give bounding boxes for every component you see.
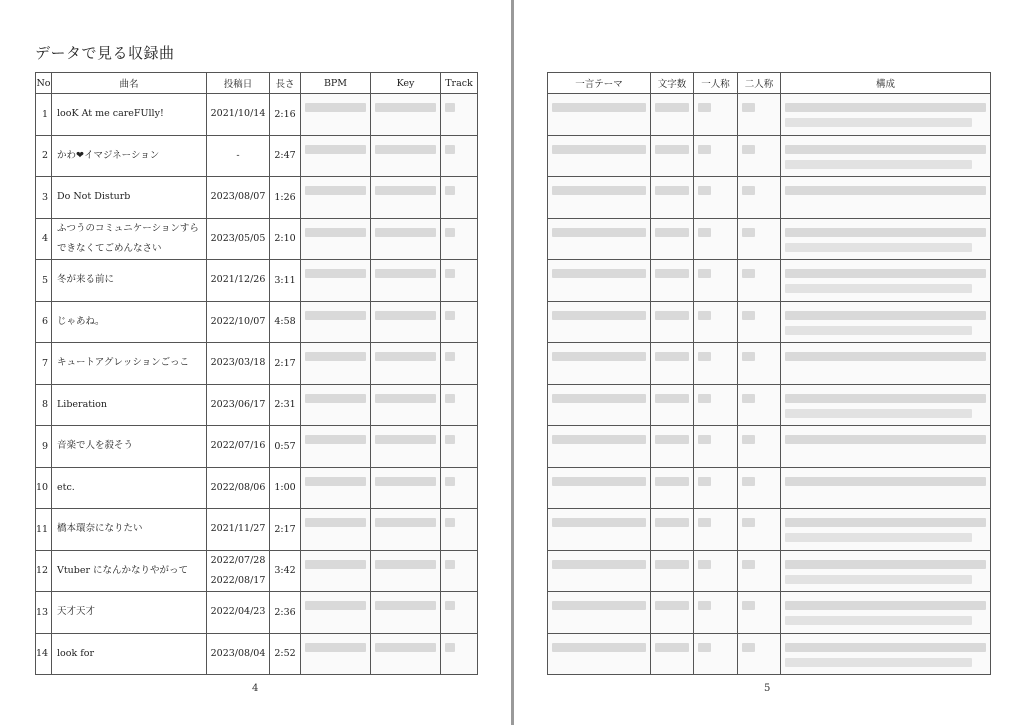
page-number: 5 bbox=[764, 683, 771, 694]
song-length: 0:57 bbox=[270, 426, 301, 468]
post-date-line: 2022/08/06 bbox=[210, 481, 266, 493]
row-number: 12 bbox=[36, 550, 52, 592]
post-date-line: 2022/04/23 bbox=[210, 606, 266, 618]
song-length: 2:17 bbox=[270, 509, 301, 551]
post-date bbox=[207, 260, 270, 302]
post-date-line: 2022/07/16 bbox=[210, 440, 266, 452]
table-row bbox=[36, 550, 478, 592]
redacted-bpm-cell bbox=[301, 218, 371, 260]
redacted-theme-cell bbox=[548, 177, 651, 219]
redacted-key-cell bbox=[371, 260, 441, 302]
redacted-theme-cell bbox=[548, 260, 651, 302]
redacted-first-person-cell bbox=[694, 592, 738, 634]
redacted-char-count-cell bbox=[651, 509, 694, 551]
redacted-theme-cell bbox=[548, 426, 651, 468]
column-header-first-person: 一人称 bbox=[694, 73, 738, 94]
song-title-line: 音楽で人を殺そう bbox=[57, 440, 134, 452]
redacted-theme-cell bbox=[548, 467, 651, 509]
page-number: 4 bbox=[252, 683, 259, 694]
post-date bbox=[207, 135, 270, 177]
redacted-first-person-cell bbox=[694, 509, 738, 551]
redacted-track-cell bbox=[441, 509, 478, 551]
table-row bbox=[36, 467, 478, 509]
redacted-second-person-cell bbox=[738, 384, 781, 426]
redacted-bpm-cell bbox=[301, 550, 371, 592]
song-title bbox=[52, 218, 207, 260]
column-header-theme: 一言テーマ bbox=[548, 73, 651, 94]
table-row bbox=[548, 218, 991, 260]
row-number: 10 bbox=[36, 467, 52, 509]
song-title-line: 橋本環奈になりたい bbox=[57, 523, 143, 535]
song-title bbox=[52, 509, 207, 551]
post-date-line: 2023/03/18 bbox=[210, 357, 266, 369]
row-number: 11 bbox=[36, 509, 52, 551]
song-title bbox=[52, 467, 207, 509]
song-length: 2:16 bbox=[270, 94, 301, 136]
post-date bbox=[207, 426, 270, 468]
redacted-track-cell bbox=[441, 177, 478, 219]
row-number: 4 bbox=[36, 218, 52, 260]
post-date-line: 2021/11/27 bbox=[210, 523, 266, 535]
song-title-line: 天才天才 bbox=[57, 606, 96, 618]
redacted-first-person-cell bbox=[694, 467, 738, 509]
redacted-second-person-cell bbox=[738, 177, 781, 219]
table-header-row bbox=[36, 73, 478, 94]
redacted-key-cell bbox=[371, 135, 441, 177]
table-row bbox=[36, 218, 478, 260]
redacted-structure-cell bbox=[781, 135, 991, 177]
redacted-structure-cell bbox=[781, 343, 991, 385]
song-title-line: ふつうのコミュニケーションすら bbox=[57, 222, 199, 234]
redacted-key-cell bbox=[371, 343, 441, 385]
redacted-first-person-cell bbox=[694, 301, 738, 343]
table-row bbox=[548, 550, 991, 592]
row-number: 13 bbox=[36, 592, 52, 634]
redacted-char-count-cell bbox=[651, 218, 694, 260]
song-title bbox=[52, 177, 207, 219]
redacted-track-cell bbox=[441, 343, 478, 385]
song-length: 2:47 bbox=[270, 135, 301, 177]
post-date bbox=[207, 94, 270, 136]
redacted-bpm-cell bbox=[301, 633, 371, 675]
redacted-structure-cell bbox=[781, 384, 991, 426]
row-number: 6 bbox=[36, 301, 52, 343]
post-date bbox=[207, 592, 270, 634]
redacted-char-count-cell bbox=[651, 384, 694, 426]
redacted-track-cell bbox=[441, 550, 478, 592]
song-title-line: Liberation bbox=[57, 398, 107, 410]
song-length: 2:17 bbox=[270, 343, 301, 385]
redacted-bpm-cell bbox=[301, 343, 371, 385]
redacted-second-person-cell bbox=[738, 633, 781, 675]
redacted-first-person-cell bbox=[694, 135, 738, 177]
post-date-line: 2023/06/17 bbox=[210, 398, 266, 410]
redacted-char-count-cell bbox=[651, 343, 694, 385]
song-data-table bbox=[35, 72, 478, 675]
redacted-theme-cell bbox=[548, 509, 651, 551]
redacted-structure-cell bbox=[781, 218, 991, 260]
redacted-first-person-cell bbox=[694, 218, 738, 260]
redacted-second-person-cell bbox=[738, 550, 781, 592]
row-number: 1 bbox=[36, 94, 52, 136]
column-header-title: 曲名 bbox=[52, 73, 207, 94]
table-row bbox=[36, 94, 478, 136]
redacted-second-person-cell bbox=[738, 301, 781, 343]
post-date-line: 2022/07/28 bbox=[210, 554, 266, 566]
song-title bbox=[52, 260, 207, 302]
redacted-key-cell bbox=[371, 177, 441, 219]
redacted-second-person-cell bbox=[738, 343, 781, 385]
table-row bbox=[36, 633, 478, 675]
table-row bbox=[548, 633, 991, 675]
post-date-line: 2021/12/26 bbox=[210, 274, 266, 286]
song-length: 2:31 bbox=[270, 384, 301, 426]
column-header-track: Track bbox=[441, 73, 478, 94]
column-header-bpm: BPM bbox=[301, 73, 371, 94]
post-date-line: 2022/10/07 bbox=[210, 315, 266, 327]
song-title-line: かわ❤イマジネーション bbox=[57, 149, 160, 161]
redacted-structure-cell bbox=[781, 467, 991, 509]
table-row bbox=[548, 301, 991, 343]
redacted-key-cell bbox=[371, 94, 441, 136]
redacted-structure-cell bbox=[781, 177, 991, 219]
redacted-first-person-cell bbox=[694, 260, 738, 302]
left-page bbox=[0, 0, 511, 725]
page-title: データで見る収録曲 bbox=[35, 44, 175, 62]
redacted-second-person-cell bbox=[738, 592, 781, 634]
song-title-line: できなくてごめんなさい bbox=[57, 242, 162, 254]
redacted-first-person-cell bbox=[694, 633, 738, 675]
redacted-structure-cell bbox=[781, 94, 991, 136]
song-title-line: じゃあね。 bbox=[57, 315, 105, 327]
redacted-structure-cell bbox=[781, 550, 991, 592]
redacted-key-cell bbox=[371, 467, 441, 509]
row-number: 14 bbox=[36, 633, 52, 675]
row-number: 3 bbox=[36, 177, 52, 219]
song-title bbox=[52, 135, 207, 177]
row-number: 2 bbox=[36, 135, 52, 177]
redacted-structure-cell bbox=[781, 301, 991, 343]
redacted-theme-cell bbox=[548, 633, 651, 675]
redacted-first-person-cell bbox=[694, 550, 738, 592]
post-date bbox=[207, 343, 270, 385]
redacted-track-cell bbox=[441, 218, 478, 260]
song-length: 2:10 bbox=[270, 218, 301, 260]
row-number: 7 bbox=[36, 343, 52, 385]
redacted-key-cell bbox=[371, 509, 441, 551]
song-title bbox=[52, 550, 207, 592]
song-length: 2:52 bbox=[270, 633, 301, 675]
post-date bbox=[207, 384, 270, 426]
redacted-theme-cell bbox=[548, 384, 651, 426]
redacted-theme-cell bbox=[548, 343, 651, 385]
redacted-track-cell bbox=[441, 301, 478, 343]
column-header-length: 長さ bbox=[270, 73, 301, 94]
song-title-line: looK At me careFUlly! bbox=[57, 108, 164, 120]
table-row bbox=[36, 260, 478, 302]
redacted-first-person-cell bbox=[694, 426, 738, 468]
song-title bbox=[52, 94, 207, 136]
row-number: 8 bbox=[36, 384, 52, 426]
right-page bbox=[514, 0, 1024, 725]
redacted-bpm-cell bbox=[301, 426, 371, 468]
song-title-line: look for bbox=[57, 647, 95, 659]
column-header-no: No bbox=[36, 73, 52, 94]
column-header-date: 投稿日 bbox=[207, 73, 270, 94]
song-title bbox=[52, 301, 207, 343]
post-date bbox=[207, 301, 270, 343]
redacted-bpm-cell bbox=[301, 467, 371, 509]
song-length: 1:26 bbox=[270, 177, 301, 219]
redacted-theme-cell bbox=[548, 218, 651, 260]
redacted-theme-cell bbox=[548, 301, 651, 343]
table-row bbox=[36, 301, 478, 343]
table-row bbox=[36, 343, 478, 385]
redacted-char-count-cell bbox=[651, 260, 694, 302]
redacted-track-cell bbox=[441, 633, 478, 675]
redacted-key-cell bbox=[371, 301, 441, 343]
redacted-first-person-cell bbox=[694, 343, 738, 385]
table-row bbox=[36, 135, 478, 177]
table-row bbox=[548, 426, 991, 468]
redacted-second-person-cell bbox=[738, 135, 781, 177]
table-row bbox=[548, 467, 991, 509]
table-row bbox=[548, 260, 991, 302]
redacted-track-cell bbox=[441, 592, 478, 634]
song-length: 1:00 bbox=[270, 467, 301, 509]
redacted-key-cell bbox=[371, 550, 441, 592]
redacted-bpm-cell bbox=[301, 384, 371, 426]
redacted-key-cell bbox=[371, 426, 441, 468]
redacted-bpm-cell bbox=[301, 135, 371, 177]
table-row bbox=[548, 509, 991, 551]
redacted-char-count-cell bbox=[651, 177, 694, 219]
lyrics-data-table bbox=[547, 72, 991, 675]
redacted-bpm-cell bbox=[301, 177, 371, 219]
song-length: 3:42 bbox=[270, 550, 301, 592]
table-row bbox=[36, 592, 478, 634]
redacted-second-person-cell bbox=[738, 467, 781, 509]
redacted-theme-cell bbox=[548, 550, 651, 592]
post-date bbox=[207, 177, 270, 219]
post-date bbox=[207, 550, 270, 592]
redacted-key-cell bbox=[371, 592, 441, 634]
redacted-char-count-cell bbox=[651, 135, 694, 177]
redacted-bpm-cell bbox=[301, 592, 371, 634]
post-date bbox=[207, 633, 270, 675]
table-row bbox=[36, 426, 478, 468]
song-title bbox=[52, 633, 207, 675]
song-title-line: キュートアグレッションごっこ bbox=[57, 357, 189, 369]
redacted-track-cell bbox=[441, 426, 478, 468]
redacted-char-count-cell bbox=[651, 426, 694, 468]
redacted-second-person-cell bbox=[738, 426, 781, 468]
row-number: 9 bbox=[36, 426, 52, 468]
post-date-line: 2021/10/14 bbox=[210, 108, 266, 120]
row-number: 5 bbox=[36, 260, 52, 302]
redacted-key-cell bbox=[371, 633, 441, 675]
redacted-char-count-cell bbox=[651, 467, 694, 509]
redacted-track-cell bbox=[441, 94, 478, 136]
redacted-char-count-cell bbox=[651, 94, 694, 136]
table-row bbox=[548, 177, 991, 219]
redacted-structure-cell bbox=[781, 426, 991, 468]
redacted-bpm-cell bbox=[301, 509, 371, 551]
redacted-track-cell bbox=[441, 260, 478, 302]
redacted-second-person-cell bbox=[738, 94, 781, 136]
redacted-bpm-cell bbox=[301, 301, 371, 343]
redacted-theme-cell bbox=[548, 94, 651, 136]
redacted-second-person-cell bbox=[738, 509, 781, 551]
redacted-key-cell bbox=[371, 384, 441, 426]
redacted-first-person-cell bbox=[694, 384, 738, 426]
song-length: 4:58 bbox=[270, 301, 301, 343]
table-row bbox=[548, 343, 991, 385]
redacted-key-cell bbox=[371, 218, 441, 260]
redacted-second-person-cell bbox=[738, 260, 781, 302]
song-title bbox=[52, 343, 207, 385]
table-row bbox=[36, 509, 478, 551]
song-title bbox=[52, 592, 207, 634]
post-date-line: 2023/08/04 bbox=[210, 647, 266, 659]
redacted-char-count-cell bbox=[651, 633, 694, 675]
post-date bbox=[207, 509, 270, 551]
redacted-structure-cell bbox=[781, 509, 991, 551]
redacted-structure-cell bbox=[781, 260, 991, 302]
table-row bbox=[548, 135, 991, 177]
column-header-structure: 構成 bbox=[781, 73, 991, 94]
song-title-line: Do Not Disturb bbox=[57, 191, 131, 203]
redacted-structure-cell bbox=[781, 633, 991, 675]
redacted-track-cell bbox=[441, 135, 478, 177]
redacted-second-person-cell bbox=[738, 218, 781, 260]
redacted-bpm-cell bbox=[301, 260, 371, 302]
song-title-line: etc. bbox=[57, 481, 75, 493]
column-header-second-person: 二人称 bbox=[738, 73, 781, 94]
redacted-char-count-cell bbox=[651, 301, 694, 343]
song-length: 2:36 bbox=[270, 592, 301, 634]
redacted-structure-cell bbox=[781, 592, 991, 634]
redacted-theme-cell bbox=[548, 592, 651, 634]
redacted-first-person-cell bbox=[694, 94, 738, 136]
post-date-line: 2023/05/05 bbox=[210, 232, 266, 244]
redacted-first-person-cell bbox=[694, 177, 738, 219]
post-date bbox=[207, 467, 270, 509]
column-header-char-count: 文字数 bbox=[651, 73, 694, 94]
redacted-theme-cell bbox=[548, 135, 651, 177]
post-date bbox=[207, 218, 270, 260]
song-title-line: 冬が来る前に bbox=[57, 274, 115, 286]
post-date-line: 2023/08/07 bbox=[210, 191, 266, 203]
redacted-track-cell bbox=[441, 384, 478, 426]
table-row bbox=[36, 384, 478, 426]
song-length: 3:11 bbox=[270, 260, 301, 302]
song-title-line: Vtuber になんかなりやがって bbox=[57, 564, 189, 576]
table-row bbox=[36, 177, 478, 219]
column-header-key: Key bbox=[371, 73, 441, 94]
redacted-bpm-cell bbox=[301, 94, 371, 136]
redacted-char-count-cell bbox=[651, 550, 694, 592]
redacted-track-cell bbox=[441, 467, 478, 509]
song-title bbox=[52, 384, 207, 426]
song-title bbox=[52, 426, 207, 468]
post-date-line: 2022/08/17 bbox=[210, 574, 266, 586]
redacted-char-count-cell bbox=[651, 592, 694, 634]
table-row bbox=[548, 94, 991, 136]
post-date-line: - bbox=[236, 149, 240, 161]
table-row bbox=[548, 592, 991, 634]
table-row bbox=[548, 384, 991, 426]
table-header-row bbox=[548, 73, 991, 94]
